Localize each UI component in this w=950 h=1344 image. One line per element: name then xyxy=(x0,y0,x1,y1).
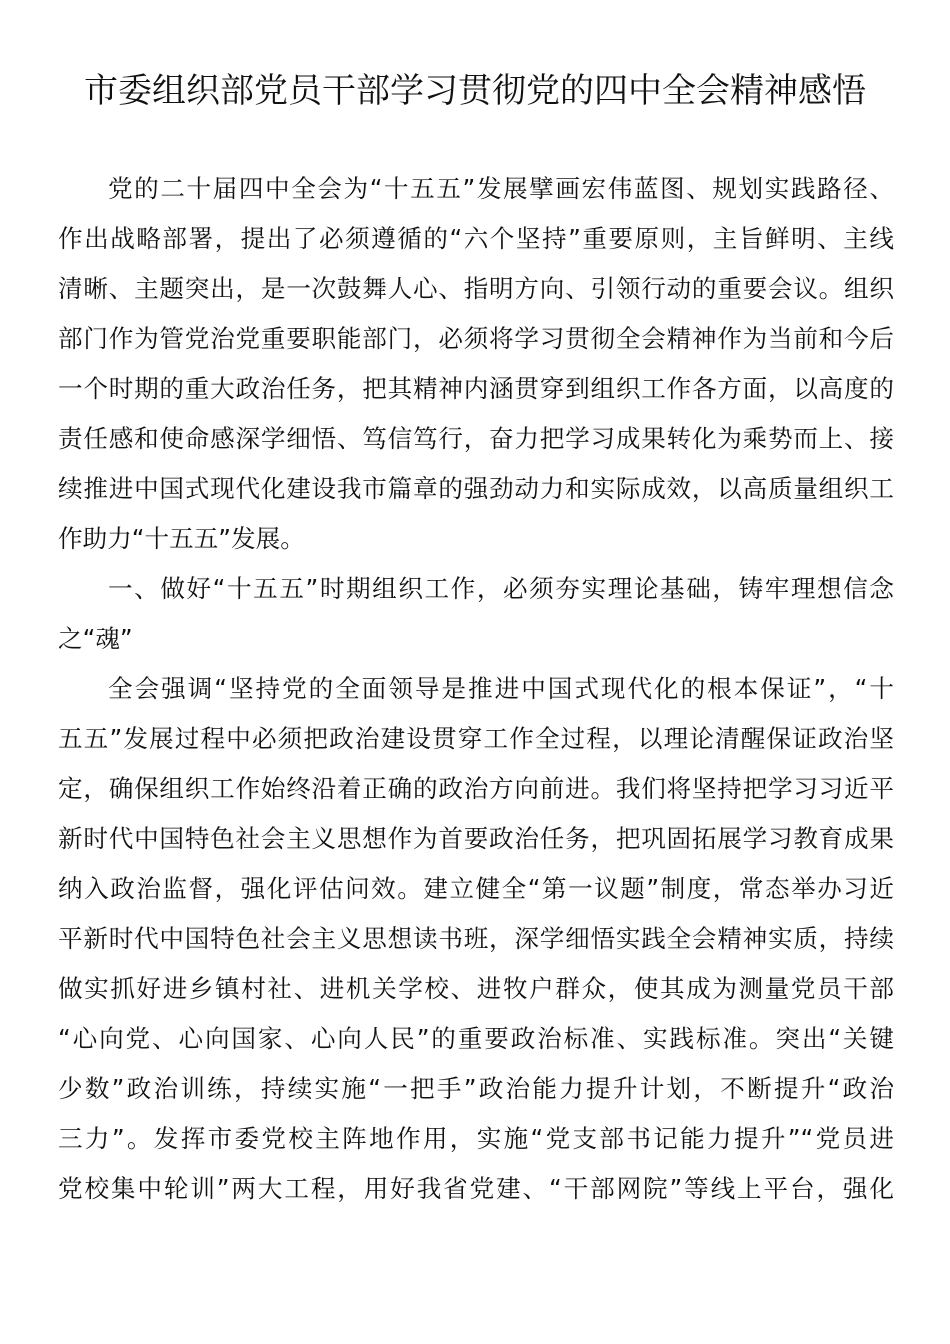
text-line: 党的二十届四中全会为“十五五”发展擘画宏伟蓝图、规划实践路径、 xyxy=(108,174,894,203)
text-line: 全会强调“坚持党的全面领导是推进中国式现代化的根本保证”，“十 xyxy=(108,674,894,703)
text-line: 做实抓好进乡镇村社、进机关学校、进牧户群众，使其成为测量党员干部 xyxy=(58,974,894,1003)
text-line: 纳入政治监督，强化评估问效。建立健全“第一议题”制度，常态举办习近 xyxy=(58,874,894,903)
text-line: 三力”。发挥市委党校主阵地作用，实施“党支部书记能力提升”“党员进 xyxy=(58,1124,894,1153)
text-line: 五五”发展过程中必须把政治建设贯穿工作全过程，以理论清醒保证政治坚 xyxy=(58,724,894,753)
text-line: 一个时期的重大政治任务，把其精神内涵贯穿到组织工作各方面，以高度的 xyxy=(58,374,894,403)
text-line: “心向党、心向国家、心向人民”的重要政治标准、实践标准。突出“关键 xyxy=(58,1024,894,1053)
text-line: 少数”政治训练，持续实施“一把手”政治能力提升计划，不断提升“政治 xyxy=(58,1074,894,1103)
text-line: 平新时代中国特色社会主义思想读书班，深学细悟实践全会精神实质，持续 xyxy=(58,924,894,953)
document-body xyxy=(58,164,894,1214)
text-line: 部门作为管党治党重要职能部门，必须将学习贯彻全会精神作为当前和今后 xyxy=(58,324,894,353)
text-line: 清晰、主题突出，是一次鼓舞人心、指明方向、引领行动的重要会议。组织 xyxy=(58,274,894,303)
text-line: 续推进中国式现代化建设我市篇章的强劲动力和实际成效，以高质量组织工 xyxy=(58,474,894,503)
text-line: 党校集中轮训”两大工程，用好我省党建、“干部网院”等线上平台，强化 xyxy=(58,1174,894,1203)
text-line: 定，确保组织工作始终沿着正确的政治方向前进。我们将坚持把学习习近平 xyxy=(58,774,894,803)
text-line: 新时代中国特色社会主义思想作为首要政治任务，把巩固拓展学习教育成果 xyxy=(58,824,894,853)
text-line: 作助力“十五五”发展。 xyxy=(58,524,305,553)
text-line: 作出战略部署，提出了必须遵循的“六个坚持”重要原则，主旨鲜明、主线 xyxy=(58,224,894,253)
document-title: 市委组织部党员干部学习贯彻党的四中全会精神感悟 xyxy=(84,71,866,111)
text-line: 责任感和使命感深学细悟、笃信笃行，奋力把学习成果转化为乘势而上、接 xyxy=(58,424,894,453)
text-line: 一、做好“十五五”时期组织工作，必须夯实理论基础，铸牢理想信念 xyxy=(108,574,894,603)
text-line: 之“魂” xyxy=(58,624,133,653)
